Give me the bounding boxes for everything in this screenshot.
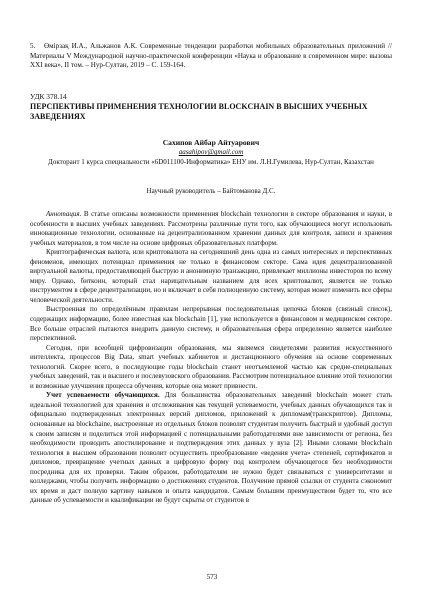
article-title: ПЕРСПЕКТИВЫ ПРИМЕНЕНИЯ ТЕХНОЛОГИИ BLOCKCHAIN В ВЫСШИХ УЧЕБНЫХ ЗАВЕДЕНИЯХ (30, 102, 368, 121)
author-email[interactable]: aasahipov@gmail.com (178, 148, 244, 156)
udk-code: УДК 378.14 (30, 92, 67, 101)
paragraph-3: Сегодня, при всеобщей цифровизации образования, мы являемся свидетелями развития искусственного интеллекта, процессов Big Data, smart учебных кабинетов и дистанционного обучения на основе современных технологий. Скорее всего, в последующие годы blockchain станет неотъемлемой частью как средне-специальных учебных заведений, так и высшего и послевузовского образования. Рассмотрим потенциальное влияние этой технологии и возможные улучшения процесса обучения, которые она может привнести. (30, 343, 392, 390)
reference-number: 5. (30, 42, 36, 50)
reference-text: Өмірзақ И.А., Альжанов А.К. Современные тенденции разработки мобильных образовательных приложений // Материалы V Международной научно-практической конференции «Наука и образование в современном мире: вызовы XXI века», II том. – Нур-Султан, 2019 – С. 159-164. (30, 42, 392, 70)
abstract-text: В статье описаны возможности применения blockchain технологии в секторе образования и науки, в особенности в высших учебных заведениях. Рассмотрены различные пути того, как обучающиеся могут использовать инновационные технологии, основанные на децентрализованном хранении данных для контроля, записи и хранения учебных материалов, в том числе на основе цифровых образовательных платформ. (30, 210, 393, 247)
abstract-label: Аннотация. (46, 210, 82, 218)
section-text: Для большинства образовательных заведений blockchain может стать идеальной технологией для хранения и отслеживания как текущей успеваемости, учебных данных обучающихся так и официально подтвержденных электронных версий дипломов, приложений к дипломам(транскриптов). Дипломы, основанные на blockchaine, выстроенные из отдельных блоков позволят студентам получить быстрый и удобный доступ к своим записям и поделиться этой информацией с потенциальными работодателями вне зависимости от региона, без необходимости проводить апостилирование и подтверждения этих данных у вуза [2]. Иными словами blockchain технология в высшем образовании позволит осуществить преобразование «ведения учета» степеней, сертификатов и дипломов, превращение учетных данных в цифровую форму под контролем обучающегося без необходимости посредника для их проверки. Таким образом, работодателям не нужно будет связываться с университетами и колледжами, чтобы получить информацию о достижениях студентов. Получение прямой ссылки от студента сэкономит их время и даст полную картину навыков и опыта кандидатов. Самым большим преимуществом будет то, что все данные об успеваемости и квалификации не будут скрыты от студентов в (30, 391, 392, 505)
article-body (30, 210, 392, 506)
paragraph-4 (30, 391, 392, 506)
paragraph-1: Криптографическая валюта, или криптовалюта на сегодняшний день одна из самых интересных и перспективных феноменов, имеющих потенциал применения не только в финансовом секторе. Сама идея децентрализованной виртуальной валюты, предоставляющей быструю и анонимную транзакцию, привлекает миллионы инвесторов по всему миру. Однако, биткоин, который стал нарицательным названием для всех криптовалют, является не только инструментом в сфере децентрализации, но и включает в себя полноценную систему, которая может изменить все сферы человеческой деятельности. (30, 248, 392, 304)
author-affiliation: Докторант 1 курса специальности «6D011100-Информатика» ЕНУ им. Л.Н.Гумилева, Нур-Султан, Казахстан (48, 158, 374, 166)
reference-entry (30, 42, 392, 71)
page-number: 573 (206, 573, 218, 581)
author-name: Сахипов Айбар Айтуарович (162, 138, 260, 147)
section-label: Учет успеваемости обучающихся. (46, 391, 160, 400)
abstract (30, 210, 392, 248)
supervisor: Научный руководитель – Байтоманова Д.С. (146, 187, 276, 195)
paragraph-2: Выстроенная по определённым правилам непрерывная последовательная цепочка блоков (связный список), содержащих информацию, более известная как blockchain [1], уже используется в финансовом и медицинском секторе. Все больше отраслей пытаются внедрить данную систему, и образовательная сфера определенно является наиболее перспективной. (30, 305, 392, 343)
